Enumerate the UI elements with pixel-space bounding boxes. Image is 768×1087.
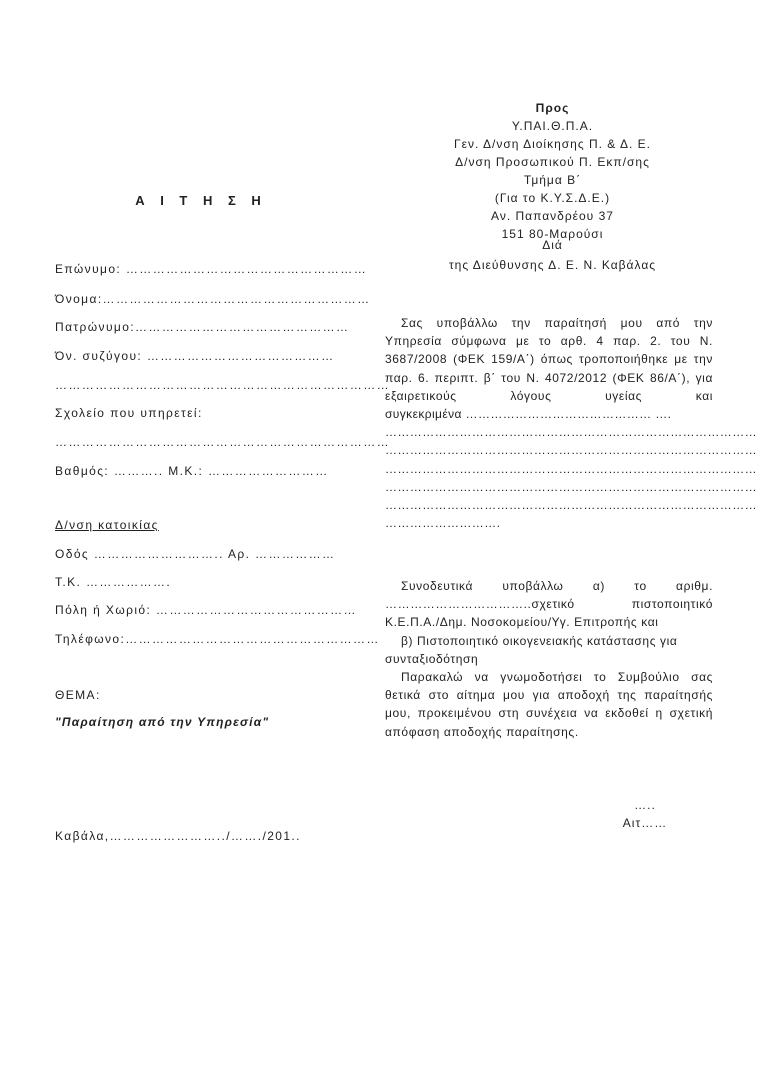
subject-value: "Παραίτηση από την Υπηρεσία" (55, 715, 270, 729)
signature-label: Αιτ…… (622, 816, 668, 830)
via-text: της Διεύθυνσης Δ. Ε. Ν. Καβάλας (448, 258, 657, 272)
street-field: Οδός ……………………….. Αρ. ……………… (55, 547, 336, 561)
body-dots: ……………………………………………………………………………… (385, 498, 757, 513)
body-dots: ……………………………………………………………………………… (385, 443, 757, 458)
body-text: β) Πιστοποιητικό οικογενειακής κατάστασης για συνταξιοδότηση (385, 633, 678, 666)
recipient-block (380, 99, 725, 243)
via-block (380, 235, 725, 275)
body-dots: ……………………………………………………………………………… (385, 479, 757, 494)
body-paragraph-2 (385, 577, 713, 741)
recipient-line: 151 80-Μαρούσι (501, 227, 604, 241)
father-name-field: Πατρώνυμο:………………………………………… (55, 320, 350, 334)
recipient-line: Δ/νση Προσωπικού Π. Εκπ/σης (455, 155, 650, 169)
name-field: Όνομα:…………………………………………………… (55, 292, 371, 306)
recipient-line: (Για το Κ.Υ.Σ.Δ.Ε.) (494, 191, 611, 205)
signature-line: ….. (634, 798, 656, 812)
postal-code-field: Τ.Κ. ………………. (55, 575, 172, 589)
page-title: Α Ι Τ Η Σ Η (135, 193, 267, 208)
body-paragraph-1 (385, 314, 757, 532)
recipient-line: Τμήμα Β΄ (523, 173, 582, 187)
body-text: Σας υποβάλλω την παραίτησή μου από την Υπηρεσία σύμφωνα με το αρθ. 4 παρ. 2. του Ν. 3687/2008 (ΦΕΚ 159/Α΄) όπως τροποποιήθηκε με την παρ. 6. περιπτ. β΄ του Ν. 4072/2012 (ΦΕΚ 86/Α΄), για εξαιρετικούς λόγους υγείας και (385, 316, 713, 403)
recipient-line: Γεν. Δ/νση Διοίκησης Π. & Δ. Ε. (454, 137, 651, 151)
city-field: Πόλη ή Χωριό: ……………………………………… (55, 603, 357, 617)
body-text: Παρακαλώ να γνωμοδοτήσει το Συμβούλιο σας θετικά στο αίτημα μου για αποδοχή της παραίτησής μου, προκειμένου στη συνέχεια να εκδοθεί η σχετική απόφαση αποδοχής παραίτησης. (385, 670, 713, 739)
phone-field: Τηλέφωνο:………………………………………………… (55, 632, 380, 646)
residence-heading: Δ/νση κατοικίας (55, 518, 159, 532)
spouse-name-field: Όν. συζύγου: …………………………………… (55, 349, 335, 363)
body-dots: ……………………………………………………………………………… (385, 461, 757, 476)
surname-field: Επώνυμο: ……………………………………………… (55, 262, 368, 276)
recipient-to: Προς (535, 101, 570, 115)
school-label: Σχολείο που υπηρετεί: (55, 406, 203, 420)
blank-line: ………………………………………………………………… (55, 435, 390, 449)
blank-line: ………………………………………………………………… (55, 378, 390, 392)
body-dots: ……………………………………………………………………………… (385, 425, 757, 440)
via-label: Διά (542, 238, 563, 252)
subject-label: ΘΕΜΑ: (55, 688, 101, 702)
body-dots: συγκεκριμένα ……………………………………… …. (385, 407, 672, 422)
grade-field: Βαθμός: ……….. Μ.Κ.: ……………………… (55, 464, 329, 478)
place-date: Καβάλα,……………………../……./201.. (55, 829, 301, 843)
recipient-line: Αν. Παπανδρέου 37 (491, 209, 614, 223)
recipient-line: Υ.ΠΑΙ.Θ.Π.Α. (511, 119, 594, 133)
body-dots: ………………………. (385, 516, 501, 531)
body-text: Συνοδευτικά υποβάλλω α) το αριθμ. ……………………………..σχετικό πιστοποιητικό Κ.Ε.Π.Α./Δημ. Νοσοκομείου/Υγ. Επιτροπής και (385, 579, 713, 630)
